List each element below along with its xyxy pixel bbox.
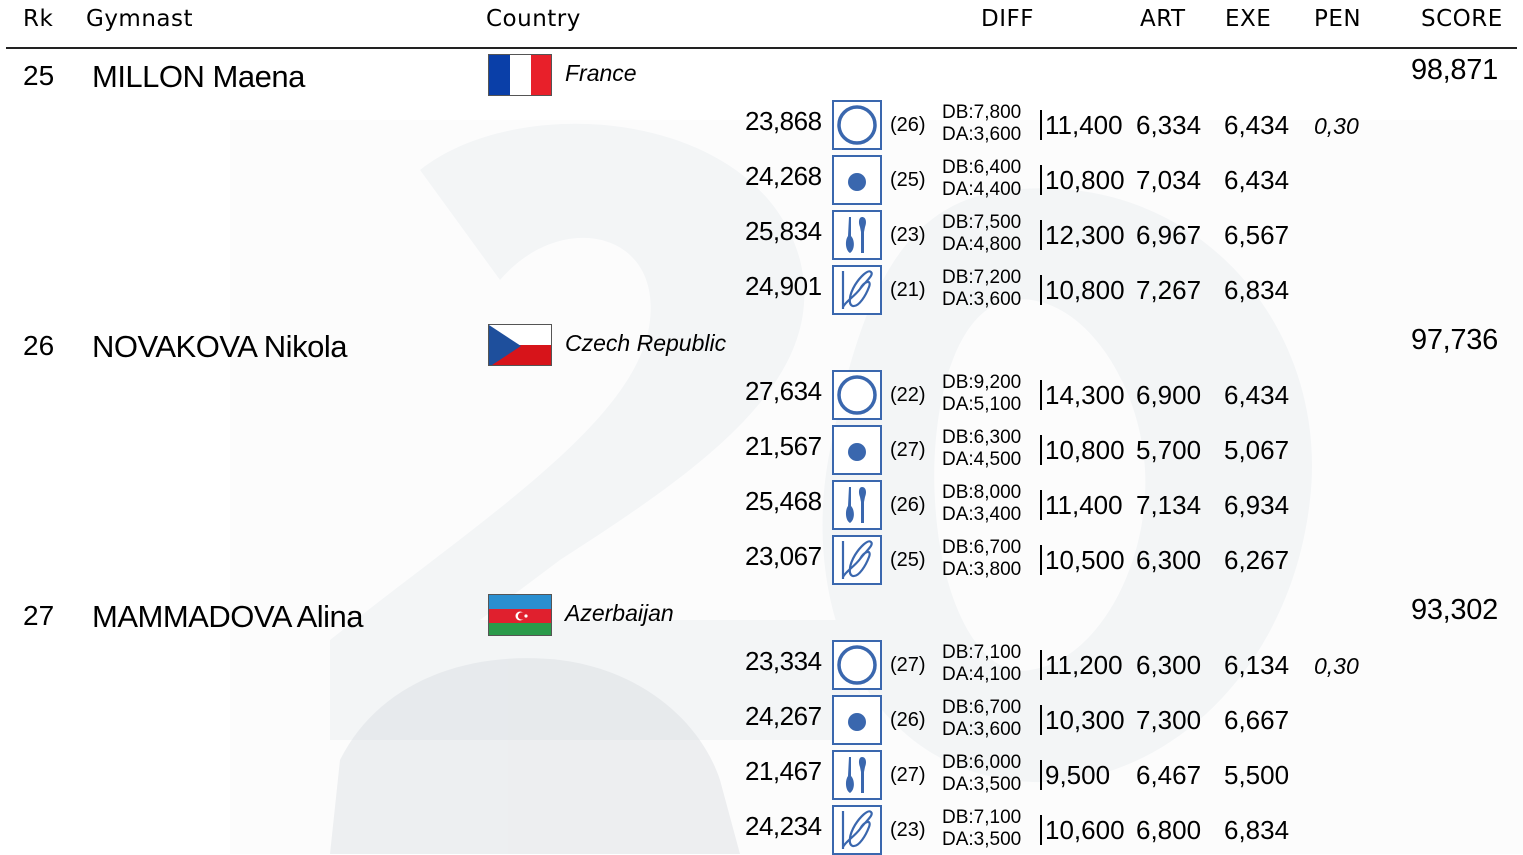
db-value: DB:6,400 [942, 157, 1022, 178]
clubs-icon [832, 210, 882, 260]
country-name: Czech Republic [565, 330, 727, 356]
diff-score: 11,400 [1045, 490, 1123, 520]
art-score: 6,300 [1136, 650, 1202, 680]
apparatus-rank: (27) [890, 764, 926, 786]
art-score: 5,700 [1136, 435, 1202, 465]
da-value: DA:3,800 [942, 559, 1022, 580]
routine-score: 24,267 [745, 701, 822, 731]
header-pen: PEN [1314, 6, 1362, 32]
header-diff: DIFF [981, 6, 1034, 32]
da-value: DA:3,400 [942, 504, 1022, 525]
diff-separator [1040, 490, 1042, 520]
header-divider [6, 47, 1517, 49]
apparatus-rank: (25) [890, 169, 926, 191]
ball-icon [832, 155, 882, 205]
art-score: 7,134 [1136, 490, 1202, 520]
apparatus-rank: (27) [890, 654, 926, 676]
diff-score: 10,800 [1045, 435, 1125, 465]
header-score: SCORE [1421, 6, 1503, 32]
da-value: DA:3,600 [942, 289, 1022, 310]
routine-score: 23,334 [745, 646, 822, 676]
ribbon-icon [832, 265, 882, 315]
apparatus-rank: (21) [890, 279, 926, 301]
header-art: ART [1140, 6, 1186, 32]
diff-separator [1040, 110, 1042, 140]
art-score: 7,034 [1136, 165, 1202, 195]
apparatus-rank: (27) [890, 439, 926, 461]
diff-score: 14,300 [1045, 380, 1125, 410]
country-name: Azerbaijan [565, 600, 674, 626]
ball-icon [832, 425, 882, 475]
difficulty-breakdown [942, 752, 1021, 796]
exe-score: 6,434 [1224, 380, 1290, 410]
diff-score: 10,800 [1045, 165, 1125, 195]
db-value: DB:7,800 [942, 102, 1022, 123]
diff-score: 11,400 [1045, 110, 1123, 140]
header-rank: Rk [23, 6, 54, 32]
diff-score: 11,200 [1045, 650, 1123, 680]
art-score: 6,300 [1136, 545, 1202, 575]
da-value: DA:3,500 [942, 829, 1022, 850]
flag-czech-icon [488, 324, 552, 366]
routine-score: 25,834 [745, 216, 822, 246]
total-score: 97,736 [1411, 324, 1498, 356]
exe-score: 6,667 [1224, 705, 1290, 735]
diff-separator [1040, 650, 1042, 680]
db-value: DB:6,700 [942, 697, 1022, 718]
diff-score: 10,600 [1045, 815, 1125, 845]
diff-score: 10,500 [1045, 545, 1125, 575]
art-score: 7,267 [1136, 275, 1202, 305]
difficulty-breakdown [942, 372, 1021, 416]
routine-score: 23,868 [745, 106, 822, 136]
difficulty-breakdown [942, 537, 1021, 581]
da-value: DA:5,100 [942, 394, 1022, 415]
diff-separator [1040, 275, 1042, 305]
table-header [0, 0, 1523, 48]
diff-separator [1040, 545, 1042, 575]
routine-score: 27,634 [745, 376, 822, 406]
exe-score: 5,067 [1224, 435, 1290, 465]
gymnast-name: NOVAKOVA Nikola [92, 329, 347, 364]
db-value: DB:7,100 [942, 807, 1022, 828]
routine-score: 24,268 [745, 161, 822, 191]
diff-score: 10,800 [1045, 275, 1125, 305]
exe-score: 6,834 [1224, 815, 1290, 845]
difficulty-breakdown [942, 642, 1021, 686]
db-value: DB:7,500 [942, 212, 1022, 233]
diff-separator [1040, 220, 1042, 250]
clubs-icon [832, 750, 882, 800]
routine-score: 24,234 [745, 811, 822, 841]
diff-score: 12,300 [1045, 220, 1125, 250]
diff-score: 10,300 [1045, 705, 1125, 735]
db-value: DB:7,100 [942, 642, 1022, 663]
apparatus-rank: (26) [890, 114, 926, 136]
exe-score: 5,500 [1224, 760, 1290, 790]
routine-score: 23,067 [745, 541, 822, 571]
db-value: DB:9,200 [942, 372, 1022, 393]
routine-score: 21,467 [745, 756, 822, 786]
apparatus-rank: (26) [890, 494, 926, 516]
routine-score: 21,567 [745, 431, 822, 461]
clubs-icon [832, 480, 882, 530]
ribbon-icon [832, 805, 882, 855]
da-value: DA:4,500 [942, 449, 1022, 470]
total-score: 93,302 [1411, 594, 1498, 626]
header-exe: EXE [1225, 6, 1272, 32]
header-gymnast: Gymnast [86, 6, 194, 32]
diff-separator [1040, 705, 1042, 735]
apparatus-rank: (25) [890, 549, 926, 571]
hoop-icon [832, 370, 882, 420]
da-value: DA:3,600 [942, 124, 1022, 145]
apparatus-rank: (23) [890, 224, 926, 246]
art-score: 6,800 [1136, 815, 1202, 845]
art-score: 6,467 [1136, 760, 1202, 790]
difficulty-breakdown [942, 427, 1021, 471]
ribbon-icon [832, 535, 882, 585]
rank: 26 [23, 330, 55, 361]
diff-separator [1040, 435, 1042, 465]
flag-france-icon [488, 54, 552, 96]
difficulty-breakdown [942, 267, 1021, 311]
hoop-icon [832, 640, 882, 690]
difficulty-breakdown [942, 157, 1021, 201]
exe-score: 6,567 [1224, 220, 1290, 250]
difficulty-breakdown [942, 697, 1021, 741]
country-name: France [565, 60, 637, 86]
exe-score: 6,267 [1224, 545, 1290, 575]
db-value: DB:6,000 [942, 752, 1022, 773]
penalty: 0,30 [1314, 653, 1359, 679]
exe-score: 6,434 [1224, 110, 1290, 140]
diff-separator [1040, 815, 1042, 845]
da-value: DA:4,100 [942, 664, 1022, 685]
art-score: 7,300 [1136, 705, 1202, 735]
da-value: DA:3,600 [942, 719, 1022, 740]
routine-score: 25,468 [745, 486, 822, 516]
difficulty-breakdown [942, 102, 1021, 146]
exe-score: 6,134 [1224, 650, 1290, 680]
exe-score: 6,834 [1224, 275, 1290, 305]
db-value: DB:6,700 [942, 537, 1022, 558]
diff-score: 9,500 [1045, 760, 1111, 790]
apparatus-rank: (23) [890, 819, 926, 841]
ball-icon [832, 695, 882, 745]
diff-separator [1040, 760, 1042, 790]
header-country: Country [486, 6, 581, 32]
difficulty-breakdown [942, 807, 1021, 851]
da-value: DA:4,400 [942, 179, 1022, 200]
art-score: 6,900 [1136, 380, 1202, 410]
art-score: 6,334 [1136, 110, 1202, 140]
da-value: DA:3,500 [942, 774, 1022, 795]
db-value: DB:8,000 [942, 482, 1022, 503]
flag-azerbaijan-icon [488, 594, 552, 636]
total-score: 98,871 [1411, 54, 1498, 86]
db-value: DB:6,300 [942, 427, 1022, 448]
gymnast-name: MILLON Maena [92, 59, 305, 94]
difficulty-breakdown [942, 482, 1021, 526]
art-score: 6,967 [1136, 220, 1202, 250]
da-value: DA:4,800 [942, 234, 1022, 255]
apparatus-rank: (26) [890, 709, 926, 731]
diff-separator [1040, 165, 1042, 195]
difficulty-breakdown [942, 212, 1021, 256]
apparatus-rank: (22) [890, 384, 926, 406]
rank: 25 [23, 60, 55, 91]
routine-score: 24,901 [745, 271, 822, 301]
hoop-icon [832, 100, 882, 150]
exe-score: 6,434 [1224, 165, 1290, 195]
db-value: DB:7,200 [942, 267, 1022, 288]
exe-score: 6,934 [1224, 490, 1290, 520]
gymnast-name: MAMMADOVA Alina [92, 599, 364, 634]
diff-separator [1040, 380, 1042, 410]
rank: 27 [23, 600, 55, 631]
penalty: 0,30 [1314, 113, 1359, 139]
